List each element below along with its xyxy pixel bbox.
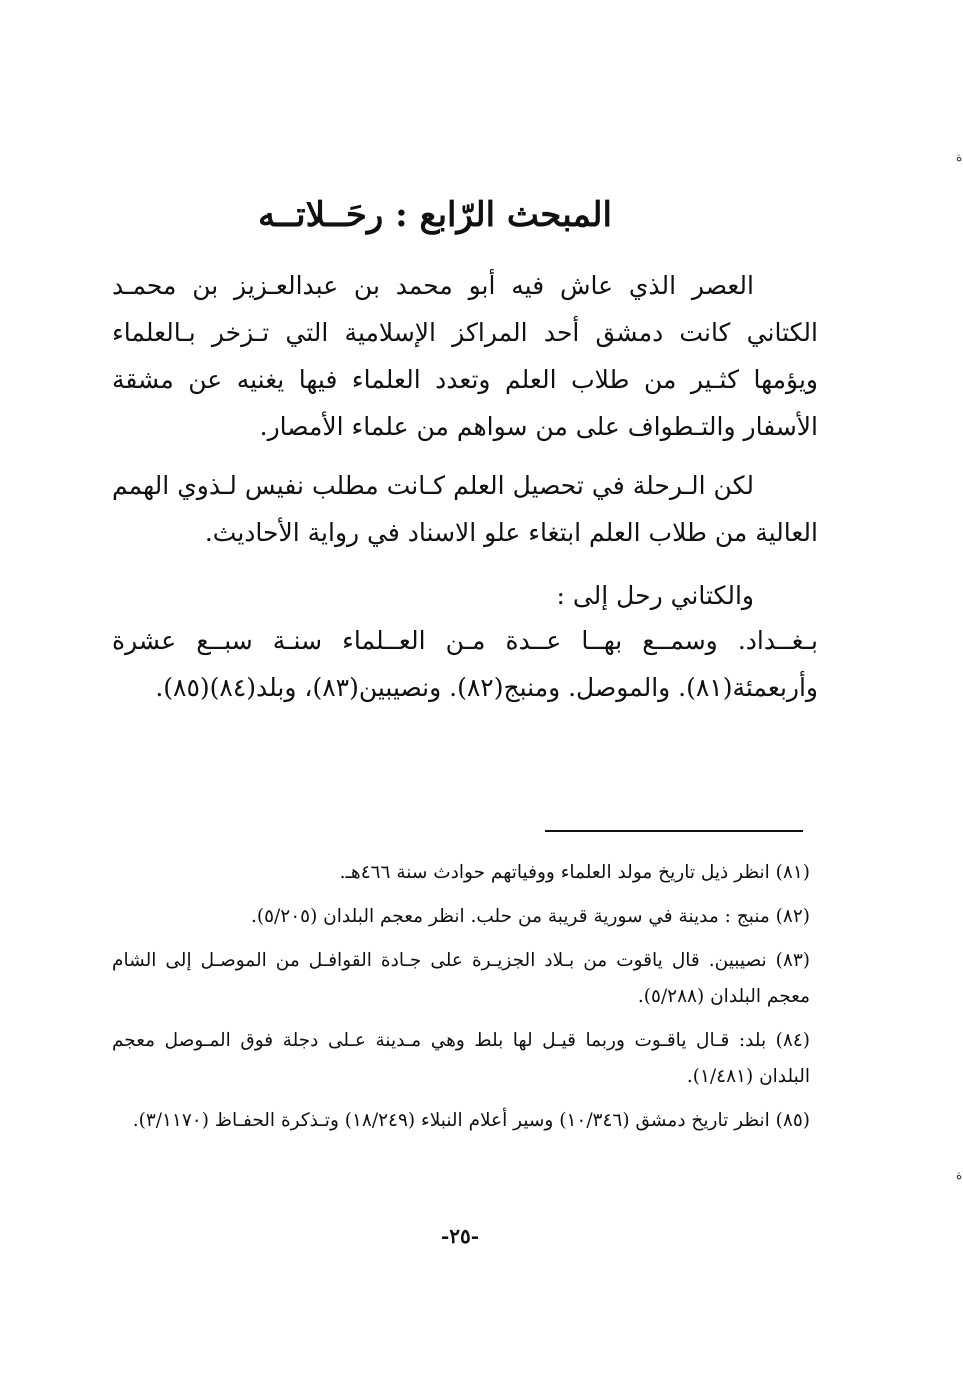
- paragraph-3: والكتاني رحل إلى :: [556, 581, 754, 610]
- footnote-81: (٨١) انظر ذيل تاريخ مولد العلماء ووفياتهم حوادث سنة ٤٦٦هـ.: [339, 862, 810, 883]
- page-number: -٢٥-: [440, 1224, 480, 1248]
- footnote-85: (٨٥) انظر تاريخ دمشق (١٠/٣٤٦) وسير أعلام النبلاء (١٨/٢٤٩) وتـذكرة الحفـاظ (٣/١١٧٠).: [132, 1110, 810, 1131]
- scan-edge-mark: ﺓ: [956, 150, 963, 164]
- paragraph-1: العصر الذي عاش فيه أبو محمد بن عبدالعـزيز بن محمـد الكتاني كانت دمشق أحد المراكز الإسلامية التي تـزخر بـالعلماء ويؤمها كثـير من طلاب العلم وتعدد العلماء فيها يغنيه عن مشقة الأسفار والتـطواف على من سواهم من علماء الأمصار.: [112, 271, 818, 441]
- paragraph-4: بـغــداد. وسمــع بهــا عــدة مـن العــلماء سنـة سبــع عشرة وأربعمئة(٨١). والموصل. ومنبج(٨٢). ونصيبين(٨٣)، وبلد(٨٤)(٨٥).: [112, 626, 818, 702]
- footnote-separator: [545, 830, 803, 832]
- footnote-82: (٨٢) منبج : مدينة في سورية قريبة من حلب. انظر معجم البلدان (٥/٢٠٥).: [250, 906, 810, 927]
- footnote-list: [112, 855, 810, 1147]
- scan-edge-mark: ﺓ: [956, 1168, 963, 1182]
- paragraph-2: لكن الـرحلة في تحصيل العلم كـانت مطلب نفيس لـذوي الهمم العالية من طلاب العلم ابتغاء علو الاسناد في رواية الأحاديث.: [112, 471, 818, 547]
- footnote-84: (٨٤) بلد: قـال ياقـوت وربما قيـل لها بلط وهي مـدينة عـلى دجلة فوق المـوصل معجم البلدان (١/٤٨١).: [112, 1030, 810, 1087]
- section-heading: المبحث الرّابع : رحَــلاتــه: [258, 195, 612, 235]
- footnote-83: (٨٣) نصيبين. قال ياقوت من بـلاد الجزيـرة على جـادة القوافـل من الموصـل إلى الشام معجم البلدان (٥/٢٨٨).: [112, 950, 810, 1007]
